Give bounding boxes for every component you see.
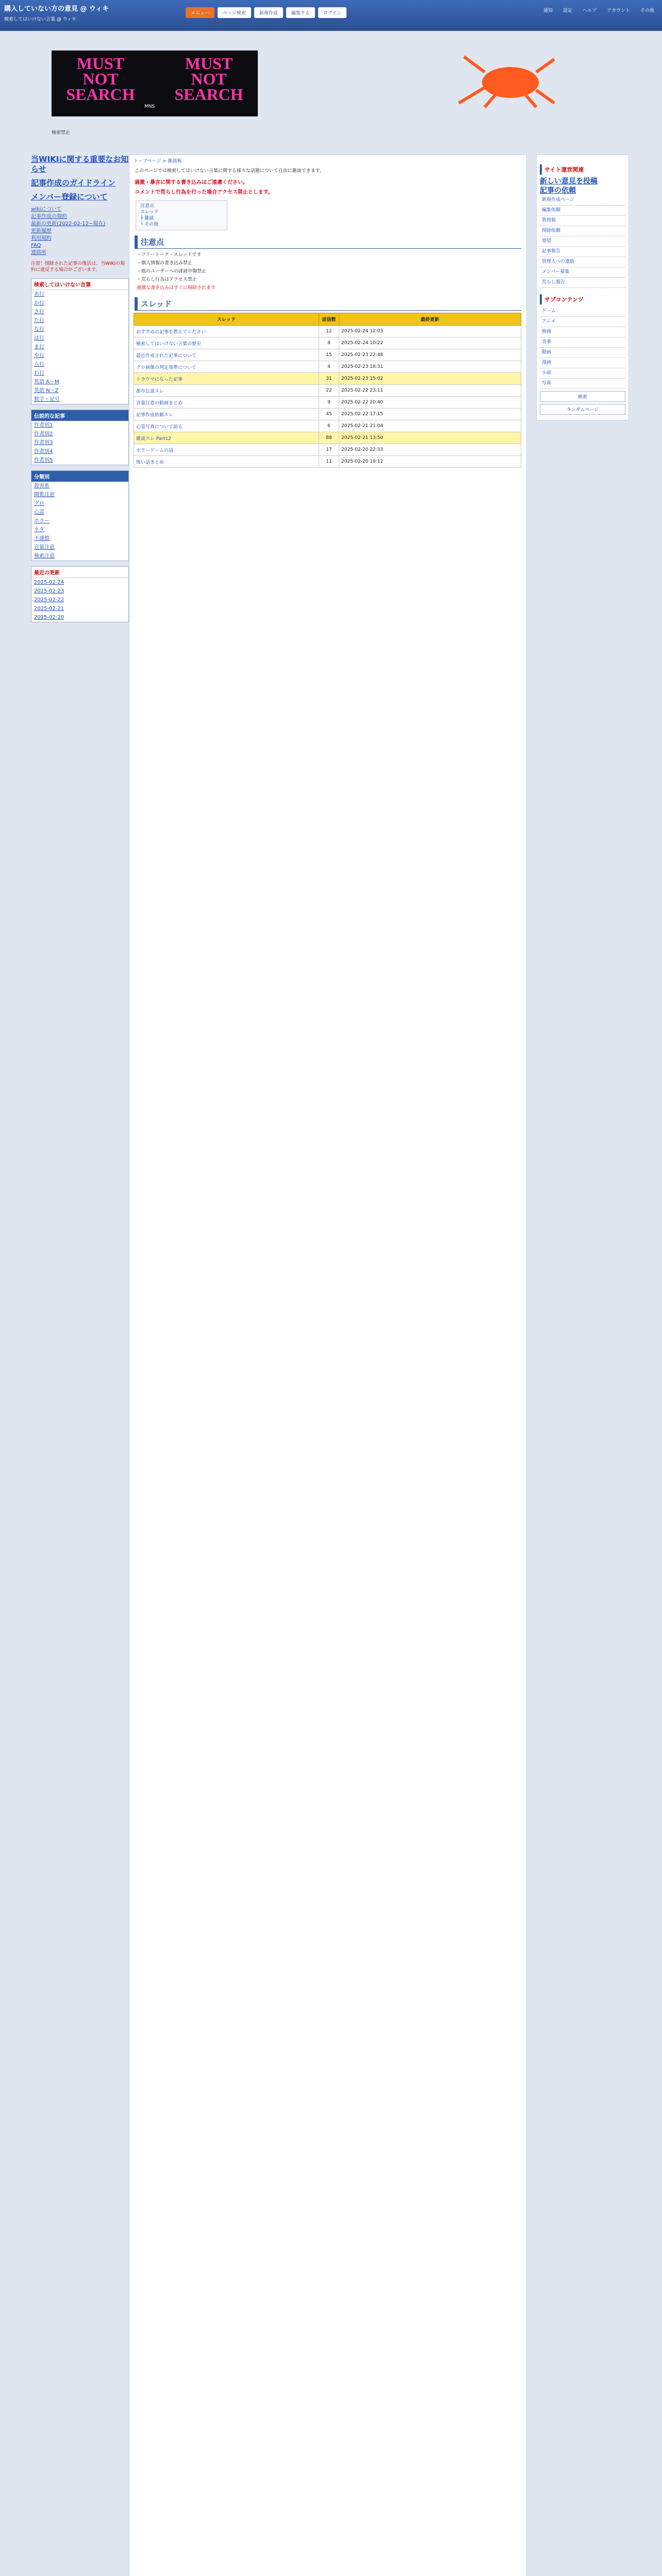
right-link[interactable]: 映画	[540, 327, 625, 337]
sidebar-item[interactable]: は行	[34, 335, 44, 341]
column-header: 最終更新	[339, 313, 521, 326]
thread-title[interactable]: 心霊写真について語る	[134, 420, 319, 432]
sidebar-box-title: 伝説的な記事	[31, 410, 128, 421]
reply-count: 12	[319, 326, 339, 337]
reply-count: 11	[319, 456, 339, 468]
table-row	[134, 409, 521, 420]
sidebar-box-words	[31, 278, 129, 404]
sidebar-item[interactable]: 検索注意	[34, 553, 55, 559]
toc-item[interactable]: 注意点	[140, 204, 155, 209]
sidebar-item[interactable]: ら行	[34, 362, 44, 367]
thread-table	[134, 313, 521, 468]
thread-title[interactable]: おすすめの記事を教えてください	[134, 326, 319, 337]
toc-item[interactable]: ├ 雑談	[140, 216, 154, 221]
top-icons	[541, 5, 657, 15]
sidebar-item[interactable]: な行	[34, 327, 44, 332]
random-page-button[interactable]: ランダムページ	[540, 404, 625, 415]
right-link[interactable]: 削除依頼	[540, 226, 625, 236]
sidebar-link-history[interactable]: 更新履歴	[31, 228, 52, 234]
thread-title[interactable]: 都市伝説スレ	[134, 385, 319, 397]
thread-title[interactable]: ホラーゲームの話	[134, 444, 319, 456]
last-updated: 2025-02-22 20:40	[339, 397, 521, 409]
thread-title[interactable]: 音量注意の動画まとめ	[134, 397, 319, 409]
warning-text: コメントで荒らし行為を行った場合アクセス禁止とします。	[135, 190, 273, 195]
banner-caption: MNS	[144, 104, 155, 109]
sidebar-box-title: 分類別	[31, 471, 128, 482]
sidebar-item[interactable]: 2025-02-23	[34, 588, 64, 594]
thread-title[interactable]: トラウマになった記事	[134, 373, 319, 385]
lead-text: このページでは検索してはいけない言葉に関する様々な話題について自由に雑談できます。	[135, 168, 324, 174]
sidebar-item[interactable]: 数字・記号	[34, 397, 60, 402]
right-section-title: サイト運営関連	[540, 164, 625, 175]
sidebar-box-category	[31, 470, 129, 561]
notice-line: ・他のユーザーへの誹謗中傷禁止	[137, 269, 207, 274]
last-updated: 2025-02-24 10:22	[339, 337, 521, 349]
sidebar-item[interactable]: あ行	[34, 292, 44, 297]
sidebar-item[interactable]: 作者別1	[34, 422, 53, 428]
notice-line: ・フリートーク・スレッドです	[137, 252, 202, 258]
sidebar-link-guideline[interactable]: 記事作成のガイドライン	[31, 178, 116, 188]
reply-count: 31	[319, 373, 339, 385]
right-link[interactable]: 要望	[540, 236, 625, 247]
last-updated: 2025-02-22 17:15	[339, 409, 521, 420]
toc-item[interactable]: スレッド	[140, 210, 159, 215]
sidebar-item[interactable]: さ行	[34, 309, 44, 315]
sidebar-box-title: 最近の更新	[31, 567, 128, 578]
sidebar-item[interactable]: 作者別4	[34, 449, 53, 454]
sidebar-item[interactable]: た行	[34, 318, 44, 324]
notice-red: 過激な書き込みはすぐに削除されます	[137, 285, 216, 291]
thread-title[interactable]: 雑談スレ Part12	[134, 432, 319, 444]
table-row	[134, 420, 521, 432]
sidebar-box-legend	[31, 410, 129, 465]
settings-icon[interactable]: 設定	[563, 8, 573, 13]
right-link[interactable]: 写真	[540, 379, 625, 389]
sidebar-item[interactable]: 英語 A〜M	[34, 379, 59, 385]
sidebar-item[interactable]: 2025-02-22	[34, 597, 64, 603]
last-updated: 2025-02-20 19:12	[339, 456, 521, 468]
reply-count: 6	[319, 420, 339, 432]
table-row	[134, 432, 521, 444]
right-link[interactable]: アニメ	[540, 317, 625, 327]
sidebar-link-important[interactable]: 当WIKIに関する重要なお知らせ	[31, 155, 129, 174]
reply-count: 4	[319, 361, 339, 373]
reply-count: 22	[319, 385, 339, 397]
table-row	[134, 397, 521, 409]
more-icon[interactable]: その他	[640, 8, 654, 13]
sidebar-link-terms[interactable]: 利用規約	[31, 235, 52, 241]
thread-title[interactable]: 最近作成された記事について	[134, 349, 319, 361]
sidebar-item[interactable]: 音量注意	[34, 545, 55, 550]
column-header: スレッド	[134, 313, 319, 326]
last-updated: 2025-02-23 18:31	[339, 361, 521, 373]
sidebar-item[interactable]: 心霊	[34, 510, 44, 515]
table-row	[134, 326, 521, 337]
column-header: 返信数	[319, 313, 339, 326]
search-button[interactable]: 検索	[540, 391, 625, 402]
sidebar-item[interactable]: 不謹慎	[34, 536, 49, 541]
sidebar-item[interactable]: や行	[34, 353, 44, 359]
sidebar-link-faq[interactable]: FAQ	[31, 243, 41, 248]
right-link-big[interactable]: 新しい意見を投稿	[540, 177, 598, 185]
left-sidebar	[31, 155, 129, 628]
right-panel	[536, 155, 629, 420]
notice-line: ・個人情報の書き込み禁止	[137, 261, 193, 266]
top-bar	[0, 0, 662, 31]
nav-edit-button[interactable]: 編集する	[286, 7, 315, 18]
sidebar-link-contact[interactable]: 連絡所	[31, 250, 46, 256]
warning-text: 過激・暴言に関する書き込みはご遠慮ください。	[135, 180, 248, 185]
reply-count: 45	[319, 409, 339, 420]
reply-count: 8	[319, 337, 339, 349]
sidebar-item[interactable]: ネタ	[34, 527, 44, 533]
reply-count: 88	[319, 432, 339, 444]
sidebar-item[interactable]: グロ	[34, 501, 44, 506]
right-link-big[interactable]: 記事の依頼	[540, 187, 576, 195]
nav-search-button[interactable]: ページ検索	[218, 7, 251, 18]
thread-title[interactable]: 怖い話まとめ	[134, 456, 319, 468]
last-updated: 2025-02-23 22:48	[339, 349, 521, 361]
banner-text-right: MUST NOT SEARCH	[174, 54, 243, 104]
sidebar-link-recent[interactable]: 最新の更新(2022-02-12~現在)	[31, 221, 106, 227]
sidebar-box-recent	[31, 566, 129, 622]
nav-create-button[interactable]: 新規作成	[254, 7, 283, 18]
table-row	[134, 385, 521, 397]
section-heading: 注意点	[135, 235, 521, 249]
right-link[interactable]: 新規作成ページ	[540, 195, 625, 206]
sidebar-item[interactable]: 閲覧注意	[34, 492, 55, 498]
table-row	[134, 349, 521, 361]
sidebar-item[interactable]: 殺害系	[34, 483, 49, 489]
table-row	[134, 444, 521, 456]
notice-line: ・荒らし行為はアクセス禁止	[137, 277, 197, 282]
right-sidebar	[536, 155, 629, 420]
sidebar-item[interactable]: 作者別5	[34, 457, 53, 463]
sidebar-item[interactable]: 2025-02-24	[34, 580, 64, 585]
toc-item[interactable]: └ その他	[140, 222, 159, 227]
nav-login-button[interactable]: ログイン	[318, 7, 347, 18]
table-of-contents	[136, 200, 227, 230]
reply-count: 15	[319, 349, 339, 361]
sidebar-item[interactable]: か行	[34, 300, 44, 306]
breadcrumb[interactable]: トップページ > 雑談板	[134, 159, 182, 164]
sidebar-link-about[interactable]: wikiについて	[31, 207, 62, 212]
right-link[interactable]: 荒らし報告	[540, 278, 625, 288]
crab-logo-icon	[454, 52, 557, 108]
sidebar-link-member[interactable]: メンバー登録について	[31, 192, 108, 201]
sidebar-item[interactable]: ま行	[34, 344, 44, 350]
right-link[interactable]: 動画	[540, 348, 625, 358]
last-updated: 2025-02-24 12:03	[339, 326, 521, 337]
last-updated: 2025-02-21 21:04	[339, 420, 521, 432]
sidebar-note: 注意！削除された記事の復活は、当WIKIの規約に違反する場合がございます。	[31, 261, 125, 273]
help-icon[interactable]: ヘルプ	[583, 8, 597, 13]
right-section-title: サブコンテンツ	[540, 294, 625, 304]
right-link[interactable]: 漫画	[540, 358, 625, 368]
last-updated: 2025-02-20 22:33	[339, 444, 521, 456]
sidebar-item[interactable]: わ行	[34, 370, 44, 376]
banner-strip: 検索禁止	[52, 130, 71, 135]
sidebar-item[interactable]: 作者別3	[34, 440, 53, 446]
thread-title[interactable]: 記事作成依頼スレ	[134, 409, 319, 420]
right-link[interactable]: メンバー募集	[540, 267, 625, 278]
table-row	[134, 373, 521, 385]
sidebar-item[interactable]: 2025-02-21	[34, 606, 64, 612]
table-row	[134, 337, 521, 349]
right-link[interactable]: 記事報告	[540, 247, 625, 257]
section-heading: スレッド	[135, 297, 521, 311]
sidebar-box-title: 検索してはいけない言葉	[31, 279, 128, 290]
right-link[interactable]: 小説	[540, 368, 625, 379]
sidebar-item[interactable]: 作者別2	[34, 431, 53, 437]
top-nav	[186, 7, 346, 18]
reply-count: 9	[319, 397, 339, 409]
sidebar-item[interactable]: 2025-02-20	[34, 615, 64, 620]
right-link[interactable]: 音楽	[540, 337, 625, 348]
reply-count: 17	[319, 444, 339, 456]
right-link[interactable]: ゲーム	[540, 307, 625, 317]
sidebar-link-rules[interactable]: 記事作成の規約	[31, 214, 67, 219]
last-updated: 2025-02-21 13:50	[339, 432, 521, 444]
main-content	[129, 155, 527, 2576]
sidebar-item[interactable]: ホラー	[34, 518, 49, 524]
thread-title[interactable]: 検索してはいけない言葉の歴史	[134, 337, 319, 349]
site-banner[interactable]	[52, 50, 258, 116]
table-row	[134, 361, 521, 373]
site-name[interactable]: 購入していない方の意見 @ ウィキ	[4, 5, 109, 13]
account-icon[interactable]: アカウント	[607, 8, 630, 13]
right-link[interactable]: 質問箱	[540, 216, 625, 226]
last-updated: 2025-02-22 23:11	[339, 385, 521, 397]
table-row	[134, 456, 521, 468]
sidebar-item[interactable]: 英語 N〜Z	[34, 388, 59, 394]
site-tagline: 検索してはいけない言葉 @ ウィキ	[4, 17, 77, 22]
right-link[interactable]: 編集依頼	[540, 206, 625, 216]
nav-menu-button[interactable]: メニュー	[186, 7, 214, 18]
right-link[interactable]: 管理人への連絡	[540, 257, 625, 267]
notification-icon[interactable]: 通知	[543, 8, 553, 13]
banner-text-left: MUST NOT SEARCH	[66, 54, 135, 104]
last-updated: 2025-02-23 15:02	[339, 373, 521, 385]
thread-title[interactable]: グロ画像の判定基準について	[134, 361, 319, 373]
